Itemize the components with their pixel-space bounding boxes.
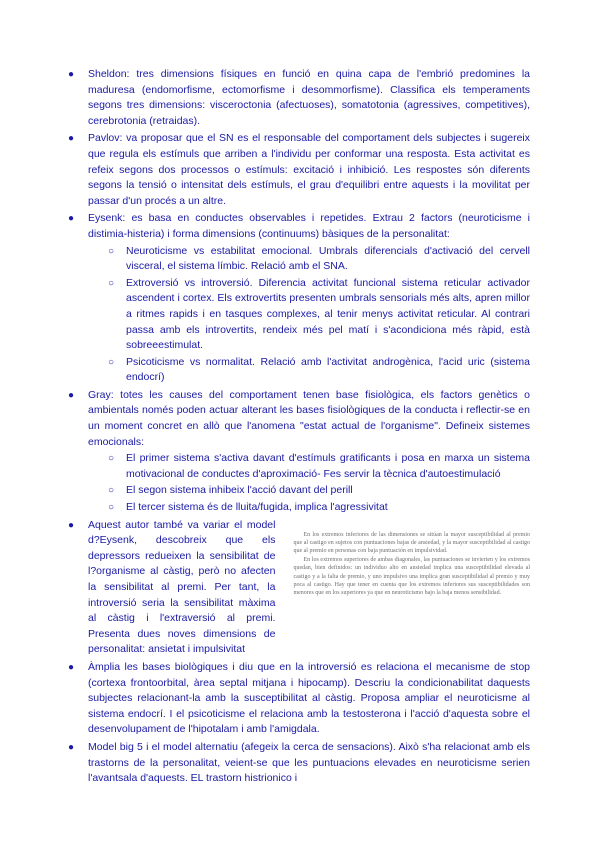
circle-bullet-icon: ○ [108,356,115,368]
bullet-icon: ● [68,213,75,225]
sub-list-item [108,500,530,516]
list-item [68,660,530,738]
circle-bullet-icon: ○ [108,453,115,465]
item-text: Àmplia les bases biològiques i diu que en la introversió es relaciona el mecanisme de stop (cortexa frontoorbital, àrea septal mitjana i hipocamp). Descriu la condicionabilitat daquests subjectes relacionant-la amb la susceptibilitat al càstig. Proposa ampliar el neuroticisme al sistema endocrí. I el psicoticisme el relaciona amb la testosterona i l'acció d'aquesta sobre el desenvolupament de l'hipotalam i amb l'amigdala. [88,660,530,736]
sub-item-text: Extroversió vs introversió. Diferencia activitat funcional sistema reticular activador ascendent i cortex. Els extrovertits presenten umbrals sensorials més alts, apren millor a ritmes rapids i en tasques complexes, al tenir menys activitat reticular. Al contrari passa amb els introvertits, rendeix més pel matí i s'acondiciona més ràpid, està sobreeestimulat. [126,276,530,352]
text-with-figure [88,518,530,658]
scan-paragraph: En los extremos superiores de ambas diagonales, las puntuaciones se invierten y los extremos quedan, bien definidos: un individuo alto en ansiedad implica una susceptibilidad elevada al castigo y a la falta de premio, y uno impulsivo una implica gran susceptibilidad al premio y muy poca al castigo. Hay que tener en cuenta que los extremos inferiores sus susceptibilidades son menores que en los superiores ya que en neuroticismo bajo la baja menos sensibilidad. [293,557,530,597]
circle-bullet-icon: ○ [108,277,115,289]
bullet-icon: ● [68,133,75,145]
item-text: Model big 5 i el model alternatiu (afegeix la cerca de sensacions). Això s'ha relacionat amb els trastorns de la personalitat, veient-se que les puntuacions elevades en neuroticisme serien l'avantsala d'aquests. EL trastorn histrionico i [88,740,530,785]
item-text: Pavlov: va proposar que el SN es el responsable del comportament dels subjectes i sugereix que regula els estímuls que arriben a l'individu per conformar una resposta. Esta activitat es refeix segons dos processos o estímuls: excitació i inhibició. Les respostes són diferents segons la tensió o intensitat dels estímuls, el grau d'equilibri entre aquests i la movilitat per passar d'un procés a un altre. [88,132,530,207]
sub-list-item [108,244,530,275]
list-item [68,211,530,386]
sub-item-text: El tercer sistema és de lluita/fugida, implica l'agressivitat [126,501,388,514]
sub-list-item [108,451,530,482]
bullet-icon: ● [68,69,75,80]
bullet-icon: ● [68,741,75,753]
bullet-icon: ● [68,519,75,531]
list-item [68,67,530,129]
item-text: Gray: totes les causes del comportament tenen base fisiològica, els factors genètics o ambientals només poden actuar alterant les bases fisiològiques de la conducta i reflectir-se en un moment concret en allò que l'anomena "estat actual de l'organisme". Defineix sistemes emocionals: [88,388,530,448]
sub-list-item [108,276,530,354]
item-text: Aquest autor també va variar el model d?Eysenk, descobreix que els depressors redueixen la sensibilitat de l?organisme al càstig, però no afecten la sensibilitat al premi. Per tant, la introversió seria la sensibilitat màxima al càstig i l'extraversió al premi. Presenta dues noves dimensions de personalitat: ansietat i impulsivitat [88,518,276,656]
scan-paragraph: En los extremos inferiores de las dimensiones se sitúan la mayor susceptibilidad al premio que al castigo en sujetos con puntuaciones bajas de ansiedad, y la mayor susceptibilidad al castigo que al premio en personas con baja puntuación en impulsividad. [293,531,530,555]
sub-item-text: Psicoticisme vs normalitat. Relació amb l'activitat androgènica, l'acid uric (sistema endocrí) [126,355,530,384]
item-text: Sheldon: tres dimensions físiques en funció en quina capa de l'embrió predomines la maduresa (endomorfisme, ectomorfisme i desommorfisme). Classifica els temperaments segons tres dimensions: visceroctonia (afectuoses), somatotonia (agressives, competitives), cerebrotonia (retraidas). [88,68,530,127]
list-item [68,131,530,209]
list-item [68,740,530,787]
scanned-text-image [289,531,530,599]
bullet-icon: ● [68,661,75,673]
circle-bullet-icon: ○ [108,485,115,497]
circle-bullet-icon: ○ [108,245,115,257]
item-text: Eysenk: es basa en conductes observables i repetides. Extrau 2 factors (neuroticisme i distimia-histeria) i forma dimensions (continuums) bàsiques de la personalitat: [88,212,530,240]
bullet-icon: ● [68,389,75,401]
list-item [68,388,530,516]
list-item [68,518,530,658]
sub-list-item [108,355,530,386]
sub-list-item [108,483,530,499]
circle-bullet-icon: ○ [108,502,115,514]
sub-item-text: Neuroticisme vs estabilitat emocional. Umbrals diferencials d'activació del cervell visceral, el sistema límbic. Relació amb el SNA. [126,244,530,273]
sub-item-text: El primer sistema s'activa davant d'estímuls gratificants i posa en marxa un sistema motivacional de conductes d'aproximació- Fes servir la tècnica d'autoestimulació [126,452,530,480]
sub-item-text: El segon sistema inhibeix l'acció davant del perill [126,484,353,497]
